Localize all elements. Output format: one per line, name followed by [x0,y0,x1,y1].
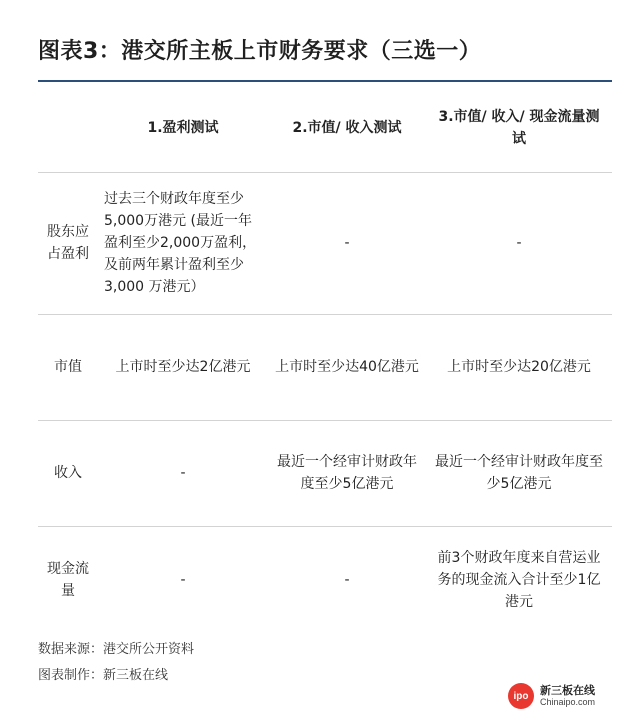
brand-name: 新三板在线 [540,684,595,697]
row-label: 股东应占盈利 [47,224,89,262]
brand-domain: Chinaipo.com [540,697,596,707]
ipo-badge-icon: ipo [508,683,534,709]
table-cell: - [344,572,350,589]
row-label: 市值 [54,359,82,375]
table-row [38,172,612,314]
chart-title: 图表3：港交所主板上市财务要求（三选一） [38,39,482,64]
header-mcap-revenue-test: 2.市值/ 收入测试 [292,119,402,136]
table-cell: 过去三个财政年度至少5,000万港元 (最近一年盈利至少2,000万盈利，及前两年累计盈利至少3,000 万港元） [104,191,257,295]
header-row [38,84,612,172]
table-cell: 上市时至少达20亿港元 [447,359,591,375]
table-cell: - [344,235,350,251]
table-cell: 最近一个经审计财政年度至少5亿港元 [277,454,417,492]
table-cell: 最近一个经审计财政年度至少5亿港元 [435,454,603,492]
table-cell: - [180,465,186,481]
table-cell: 上市时至少达2亿港元 [115,359,251,375]
table-cell: - [516,235,522,251]
table-row [38,314,612,420]
brand-logo [508,683,595,709]
header-empty [38,84,98,172]
table-cell: - [180,572,186,589]
requirements-table [38,84,612,634]
row-label: 现金流量 [47,561,89,600]
table-cell: 上市时至少达40亿港元 [275,359,419,375]
title-divider [38,80,612,82]
chart-author-note: 图表制作：新三板在线 [38,668,169,683]
header-profit-test: 1.盈利测试 [147,119,219,136]
header-mcap-revenue-cashflow-test: 3.市值/ 收入/ 现金流量测试 [438,108,600,147]
row-label: 收入 [54,465,82,481]
table-row [38,526,612,634]
data-source-note: 数据来源：港交所公开资料 [38,642,195,657]
table-row [38,420,612,526]
table-cell: 前3个财政年度来自营运业务的现金流入合计至少1亿港元 [437,550,601,611]
